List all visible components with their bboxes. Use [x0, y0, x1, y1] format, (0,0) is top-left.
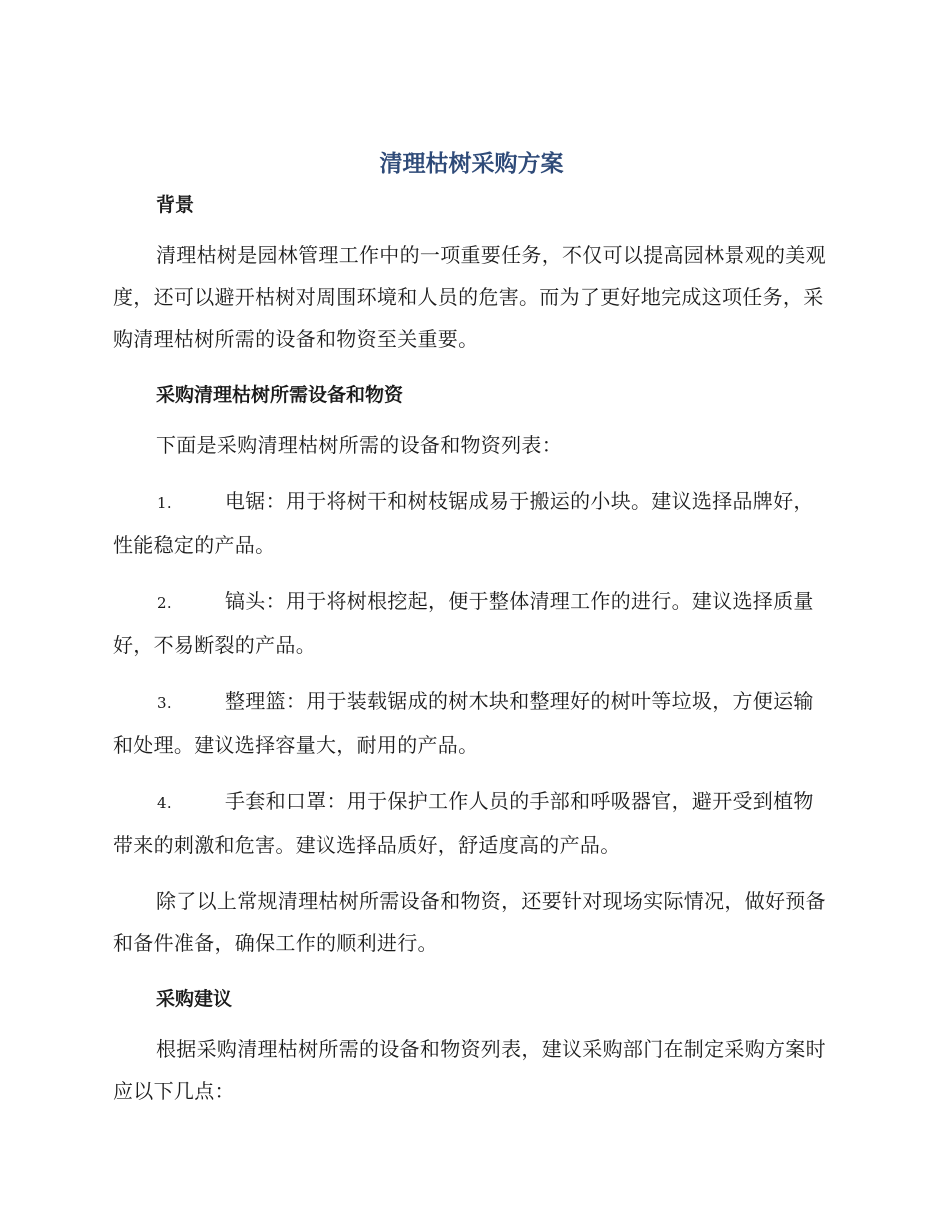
list-item-number: 3. [157, 694, 172, 712]
equipment-outro-paragraph: 除了以上常规清理枯树所需设备和物资，还要针对现场实际情况，做好预备和备件准备，确保工作的顺利进行。 [113, 889, 826, 955]
list-item [113, 580, 830, 666]
advice-paragraph: 根据采购清理枯树所需的设备和物资列表，建议采购部门在制定采购方案时应以下几点： [113, 1037, 826, 1103]
list-item [113, 480, 830, 566]
section-heading-equipment: 采购清理枯树所需设备和物资 [156, 384, 404, 406]
document-body [113, 146, 830, 1112]
list-item [113, 680, 830, 766]
list-item-number: 1. [157, 494, 172, 512]
section-heading-background: 背景 [156, 194, 195, 216]
list-item-number: 2. [157, 594, 172, 612]
list-item-number: 4. [157, 794, 172, 812]
list-item-text: 整理篮：用于装载锯成的树木块和整理好的树叶等垃圾，方便运输和处理。建议选择容量大，耐用的产品。 [113, 689, 814, 757]
document-title: 清理枯树采购方案 [379, 151, 564, 177]
section-heading-advice: 采购建议 [156, 988, 233, 1010]
background-paragraph: 清理枯树是园林管理工作中的一项重要任务，不仅可以提高园林景观的美观度，还可以避开枯树对周围环境和人员的危害。而为了更好地完成这项任务，采购清理枯树所需的设备和物资至关重要。 [113, 243, 826, 351]
list-item [113, 780, 830, 866]
equipment-intro-paragraph: 下面是采购清理枯树所需的设备和物资列表： [156, 433, 562, 457]
list-item-text: 镐头：用于将树根挖起，便于整体清理工作的进行。建议选择质量好，不易断裂的产品。 [113, 589, 814, 657]
list-item-text: 电锯：用于将树干和树枝锯成易于搬运的小块。建议选择品牌好，性能稳定的产品。 [113, 489, 814, 557]
list-item-text: 手套和口罩：用于保护工作人员的手部和呼吸器官，避开受到植物带来的刺激和危害。建议选择品质好，舒适度高的产品。 [113, 789, 814, 857]
